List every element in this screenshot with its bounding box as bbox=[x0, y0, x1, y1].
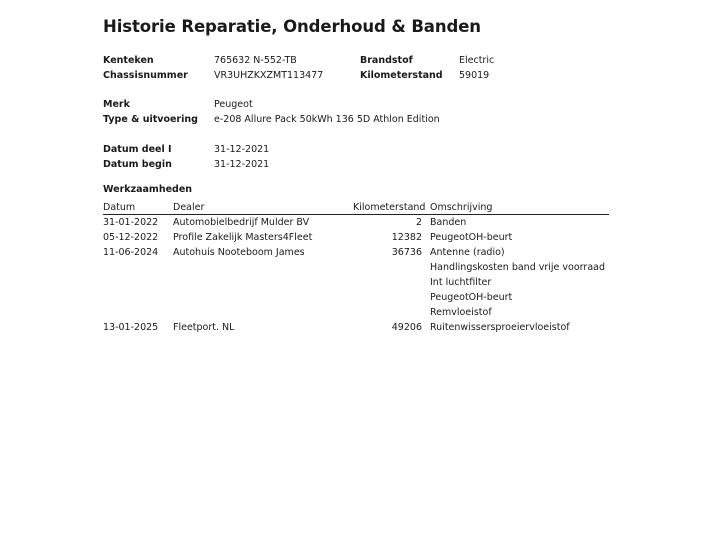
column-header-omschrijving: Omschrijving bbox=[430, 202, 493, 213]
brandstof-value: Electric bbox=[459, 55, 495, 66]
datum-deel-value: 31-12-2021 bbox=[214, 144, 270, 155]
kilometerstand-value: 59019 bbox=[459, 70, 490, 81]
row-datum: 31-01-2022 bbox=[103, 217, 159, 228]
row-datum: 05-12-2022 bbox=[103, 232, 159, 243]
row-datum: 13-01-2025 bbox=[103, 322, 159, 333]
row-omschrijving: PeugeotOH-beurt bbox=[430, 292, 513, 303]
row-kilometerstand: 2 bbox=[415, 217, 422, 228]
type-label: Type & uitvoering bbox=[103, 114, 198, 125]
chassis-value: VR3UHZKXZMT113477 bbox=[214, 70, 324, 81]
datum-begin-label: Datum begin bbox=[103, 159, 172, 170]
column-header-dealer: Dealer bbox=[173, 202, 205, 213]
kenteken-label: Kenteken bbox=[103, 55, 154, 66]
brandstof-label: Brandstof bbox=[360, 55, 413, 66]
page-title: Historie Reparatie, Onderhoud & Banden bbox=[103, 17, 481, 36]
chassis-label: Chassisnummer bbox=[103, 70, 188, 81]
column-header-kilometerstand: Kilometerstand bbox=[353, 202, 426, 213]
merk-value: Peugeot bbox=[214, 99, 253, 110]
table-header-divider bbox=[103, 214, 609, 215]
datum-deel-label: Datum deel I bbox=[103, 144, 172, 155]
row-omschrijving: Remvloeistof bbox=[430, 307, 492, 318]
row-omschrijving: Ruitenwissersproeiervloeistof bbox=[430, 322, 570, 333]
row-dealer: Fleetport. NL bbox=[173, 322, 235, 333]
kilometerstand-label: Kilometerstand bbox=[360, 70, 443, 81]
row-kilometerstand: 49206 bbox=[391, 322, 422, 333]
row-omschrijving: Int luchtfilter bbox=[430, 277, 492, 288]
row-dealer: Profile Zakelijk Masters4Fleet bbox=[173, 232, 313, 243]
row-omschrijving: Handlingskosten band vrije voorraad bbox=[430, 262, 605, 273]
row-dealer: Automobielbedrijf Mulder BV bbox=[173, 217, 310, 228]
row-datum: 11-06-2024 bbox=[103, 247, 159, 258]
row-kilometerstand: 36736 bbox=[391, 247, 422, 258]
datum-begin-value: 31-12-2021 bbox=[214, 159, 270, 170]
row-omschrijving: Banden bbox=[430, 217, 467, 228]
merk-label: Merk bbox=[103, 99, 130, 110]
column-header-datum: Datum bbox=[103, 202, 136, 213]
row-omschrijving: Antenne (radio) bbox=[430, 247, 505, 258]
kenteken-value: 765632 N-552-TB bbox=[214, 55, 297, 66]
row-dealer: Autohuis Nooteboom James bbox=[173, 247, 305, 258]
type-value: e-208 Allure Pack 50kWh 136 5D Athlon Edition bbox=[214, 114, 440, 125]
row-kilometerstand: 12382 bbox=[391, 232, 422, 243]
row-omschrijving: PeugeotOH-beurt bbox=[430, 232, 513, 243]
werkzaamheden-heading: Werkzaamheden bbox=[103, 184, 193, 195]
